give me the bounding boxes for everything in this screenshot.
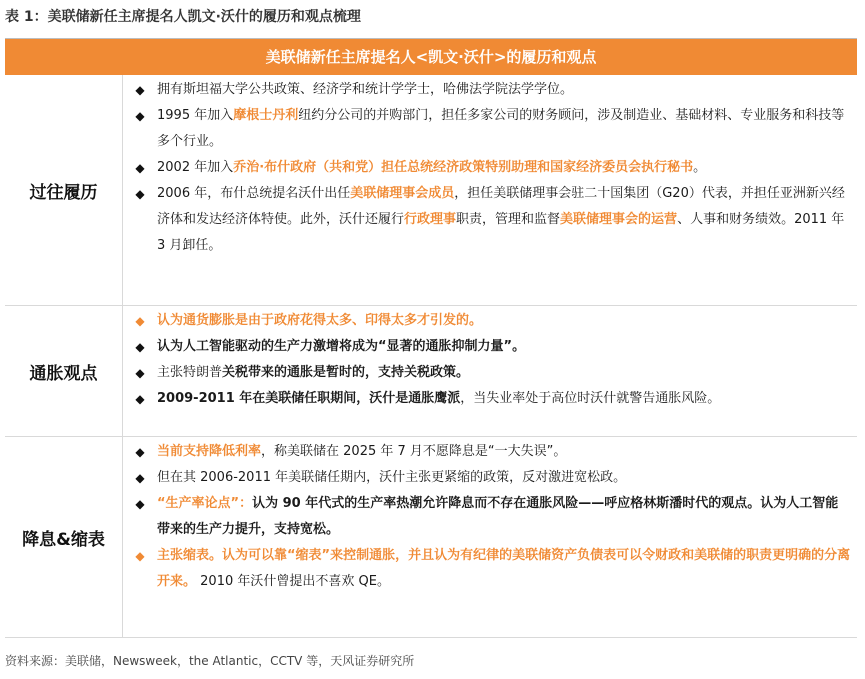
item-text: 但在其 2006-2011 年美联储任期内，沃什主张更紧缩的政策，反对激进宽松政。	[157, 470, 627, 485]
item-text: 主张缩表。认为可以靠“缩表”来控制通胀，并且认为有纪律的美联储资产负债表可以令财政和美联储的职责更明确的分离开来。 2010 年沃什曾提出不喜欢 QE。	[157, 548, 851, 589]
item-text: 2009-2011 年在美联储任职期间，沃什是通胀鹰派，当失业率处于高位时沃什就警告通胀风险。	[157, 391, 721, 406]
list-item	[123, 181, 857, 259]
diamond-bullet-icon: ◆	[135, 549, 145, 563]
section-label: 通胀观点	[5, 306, 123, 436]
item-text: 1995 年加入摩根士丹利纽约分公司的并购部门，担任多家公司的财务顾问，涉及制造业、基础材料、专业服务和科技等多个行业。	[157, 108, 845, 149]
list-item	[123, 77, 857, 103]
diamond-bullet-icon: ◆	[135, 340, 145, 354]
diamond-bullet-icon: ◆	[135, 471, 145, 485]
diamond-bullet-icon: ◆	[135, 366, 145, 380]
item-text: “生产率论点”：认为 90 年代式的生产率热潮允许降息而不存在通胀风险——呼应格林斯潘时代的观点。认为人工智能带来的生产力提升，支持宽松。	[157, 496, 839, 537]
diamond-bullet-icon: ◆	[135, 109, 145, 123]
list-item	[123, 308, 857, 334]
list-item	[123, 334, 857, 360]
section-rates-balance-sheet	[5, 437, 857, 638]
diamond-bullet-icon: ◆	[135, 187, 145, 201]
profile-table	[5, 38, 857, 638]
diamond-bullet-icon: ◆	[135, 161, 145, 175]
list-item	[123, 360, 857, 386]
table-caption: 表 1：美联储新任主席提名人凯文·沃什的履历和观点梳理	[5, 9, 361, 25]
item-text: 拥有斯坦福大学公共政策、经济学和统计学学士，哈佛法学院法学学位。	[157, 82, 574, 97]
item-text: 主张特朗普关税带来的通胀是暂时的，支持关税政策。	[157, 365, 470, 380]
section-inflation	[5, 306, 857, 437]
table-header: 美联储新任主席提名人<凯文·沃什>的履历和观点	[5, 38, 857, 75]
list-item	[123, 465, 857, 491]
diamond-bullet-icon: ◆	[135, 445, 145, 459]
diamond-bullet-icon: ◆	[135, 314, 145, 328]
section-label: 过往履历	[5, 75, 123, 305]
item-text: 2006 年，布什总统提名沃什出任美联储理事会成员，担任美联储理事会驻二十国集团（G20）代表，并担任亚洲新兴经济体和发达经济体特使。此外，沃什还履行行政理事职责，管理和监督美联储理事会的运营、人事和财务绩效。2011 年 3 月卸任。	[157, 186, 845, 253]
source-note: 资料来源：美联储，Newsweek，the Atlantic，CCTV 等，天风证券研究所	[5, 654, 415, 668]
list-item	[123, 386, 857, 412]
item-text: 认为通货膨胀是由于政府花得太多、印得太多才引发的。	[157, 313, 483, 328]
section-career	[5, 75, 857, 306]
diamond-bullet-icon: ◆	[135, 83, 145, 97]
item-text: 2002 年加入乔治·布什政府（共和党）担任总统经济政策特别助理和国家经济委员会执行秘书。	[157, 160, 707, 175]
list-item	[123, 103, 857, 155]
section-content	[123, 437, 857, 637]
list-item	[123, 439, 857, 465]
list-item	[123, 155, 857, 181]
section-content	[123, 75, 857, 305]
section-label: 降息&缩表	[5, 437, 123, 637]
item-text: 当前支持降低利率，称美联储在 2025 年 7 月不愿降息是“一大失误”。	[157, 444, 567, 459]
diamond-bullet-icon: ◆	[135, 497, 145, 511]
list-item	[123, 491, 857, 543]
diamond-bullet-icon: ◆	[135, 392, 145, 406]
list-item	[123, 543, 857, 595]
section-content	[123, 306, 857, 436]
item-text: 认为人工智能驱动的生产力激增将成为“显著的通胀抑制力量”。	[157, 339, 526, 354]
